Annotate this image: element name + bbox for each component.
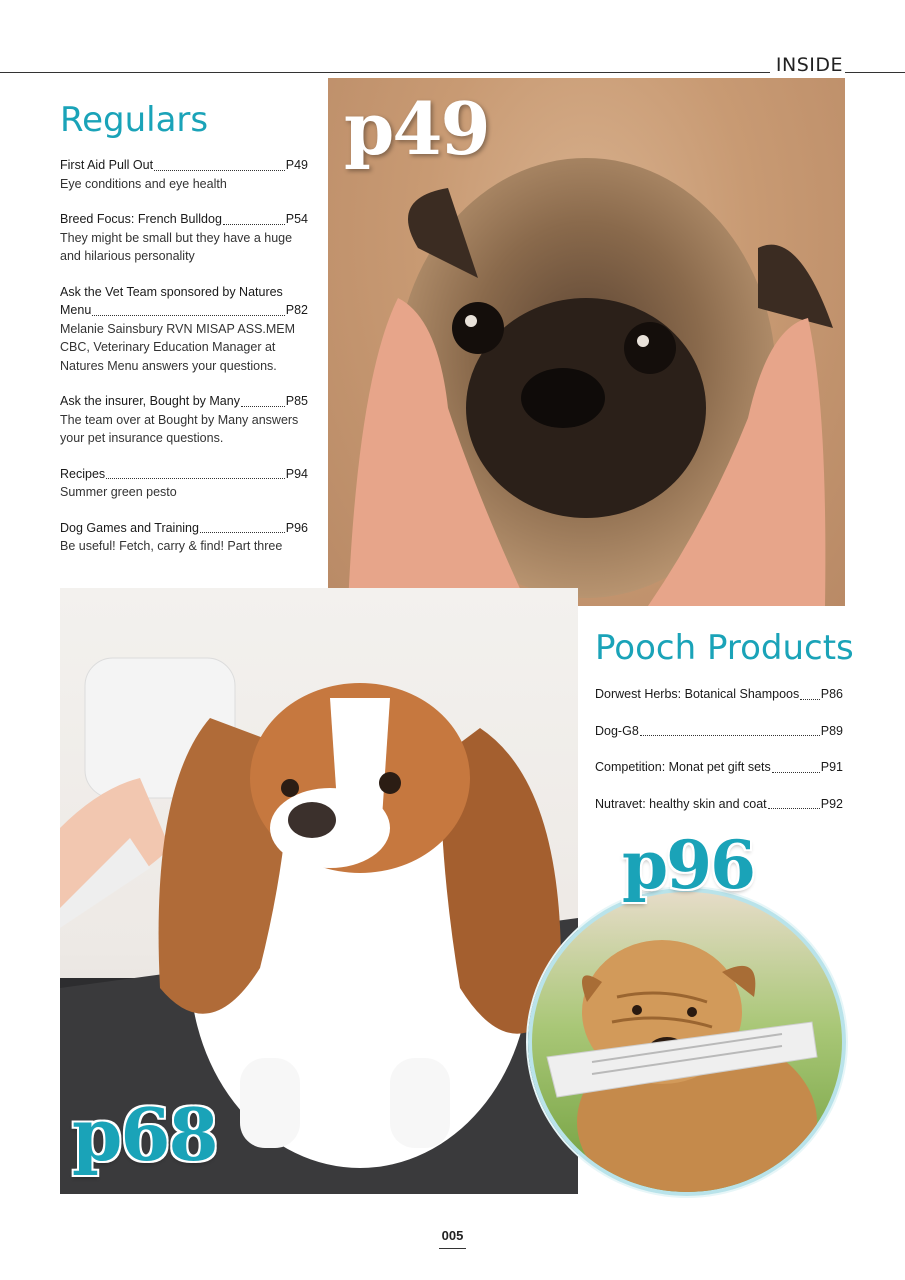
entry-title: Nutravet: healthy skin and coat — [595, 796, 767, 811]
entry-title-line1: Ask the Vet Team sponsored by Natures — [60, 284, 283, 299]
entry-page: P92 — [820, 796, 843, 811]
entry-description: Melanie Sainsbury RVN MISAP ASS.MEM CBC, Veterinary Education Manager at Natures Menu answers your questions. — [60, 321, 296, 373]
pooch-products-list — [595, 685, 843, 831]
entry-title: Menu — [60, 303, 92, 317]
entry-title: Recipes — [60, 466, 106, 481]
toc-entry-ask-the-insurer[interactable] — [60, 392, 308, 448]
toc-entry-ask-the-vet[interactable] — [60, 283, 308, 376]
sharpei-photo — [528, 888, 846, 1196]
dot-leader — [241, 406, 285, 407]
sharpei-illustration — [532, 892, 842, 1192]
toc-entry-recipes[interactable] — [60, 465, 308, 502]
pooch-products-heading: Pooch Products — [595, 628, 854, 668]
regulars-heading: Regulars — [60, 100, 209, 140]
entry-title: Dog Games and Training — [60, 520, 199, 535]
entry-title: First Aid Pull Out — [60, 158, 154, 172]
toc-entry-first-aid[interactable] — [60, 156, 308, 193]
entry-description: They might be small but they have a huge and hilarious personality — [60, 230, 293, 263]
dot-leader — [640, 735, 820, 736]
page-badge-p96: p96 — [622, 826, 754, 904]
toc-entry-nutravet[interactable] — [595, 795, 843, 814]
dot-leader — [768, 808, 820, 809]
regulars-list — [60, 156, 308, 573]
entry-page: P96 — [285, 520, 308, 535]
toc-entry-dog-g8[interactable] — [595, 722, 843, 741]
entry-page: P94 — [285, 466, 308, 481]
dot-leader — [92, 315, 284, 316]
dot-leader — [106, 478, 285, 479]
entry-title: Ask the insurer, Bought by Many — [60, 394, 240, 408]
entry-page: P91 — [820, 760, 843, 774]
toc-entry-dorwest-herbs[interactable] — [595, 685, 843, 704]
section-label: INSIDE — [770, 54, 845, 76]
page-badge-p68: p68 — [72, 1092, 217, 1177]
entry-description: Summer green pesto — [60, 485, 177, 499]
page-number: 005 — [441, 1228, 464, 1243]
entry-page: P85 — [285, 394, 308, 408]
entry-page: P89 — [820, 723, 843, 738]
entry-page: P82 — [285, 303, 308, 317]
toc-entry-competition[interactable] — [595, 758, 843, 777]
dot-leader — [772, 772, 820, 773]
entry-page: P86 — [820, 687, 843, 701]
entry-description: Eye conditions and eye health — [60, 176, 227, 191]
dot-leader — [154, 170, 285, 171]
page-badge-p49: p49 — [344, 86, 489, 171]
toc-entry-breed-focus[interactable] — [60, 210, 308, 266]
dot-leader — [223, 224, 285, 225]
entry-page: P54 — [285, 212, 308, 226]
dot-leader — [200, 532, 285, 533]
entry-description: Be useful! Fetch, carry & find! Part three — [60, 539, 283, 553]
entry-title: Dog-G8 — [595, 723, 639, 738]
entry-title: Competition: Monat pet gift sets — [595, 760, 771, 774]
entry-page: P49 — [285, 158, 308, 172]
entry-title: Dorwest Herbs: Botanical Shampoos — [595, 687, 800, 701]
page-number-underline — [439, 1248, 466, 1249]
entry-title: Breed Focus: French Bulldog — [60, 212, 222, 226]
dot-leader — [800, 699, 819, 700]
entry-description: The team over at Bought by Many answers your pet insurance questions. — [60, 412, 299, 445]
toc-entry-dog-games[interactable] — [60, 519, 308, 556]
